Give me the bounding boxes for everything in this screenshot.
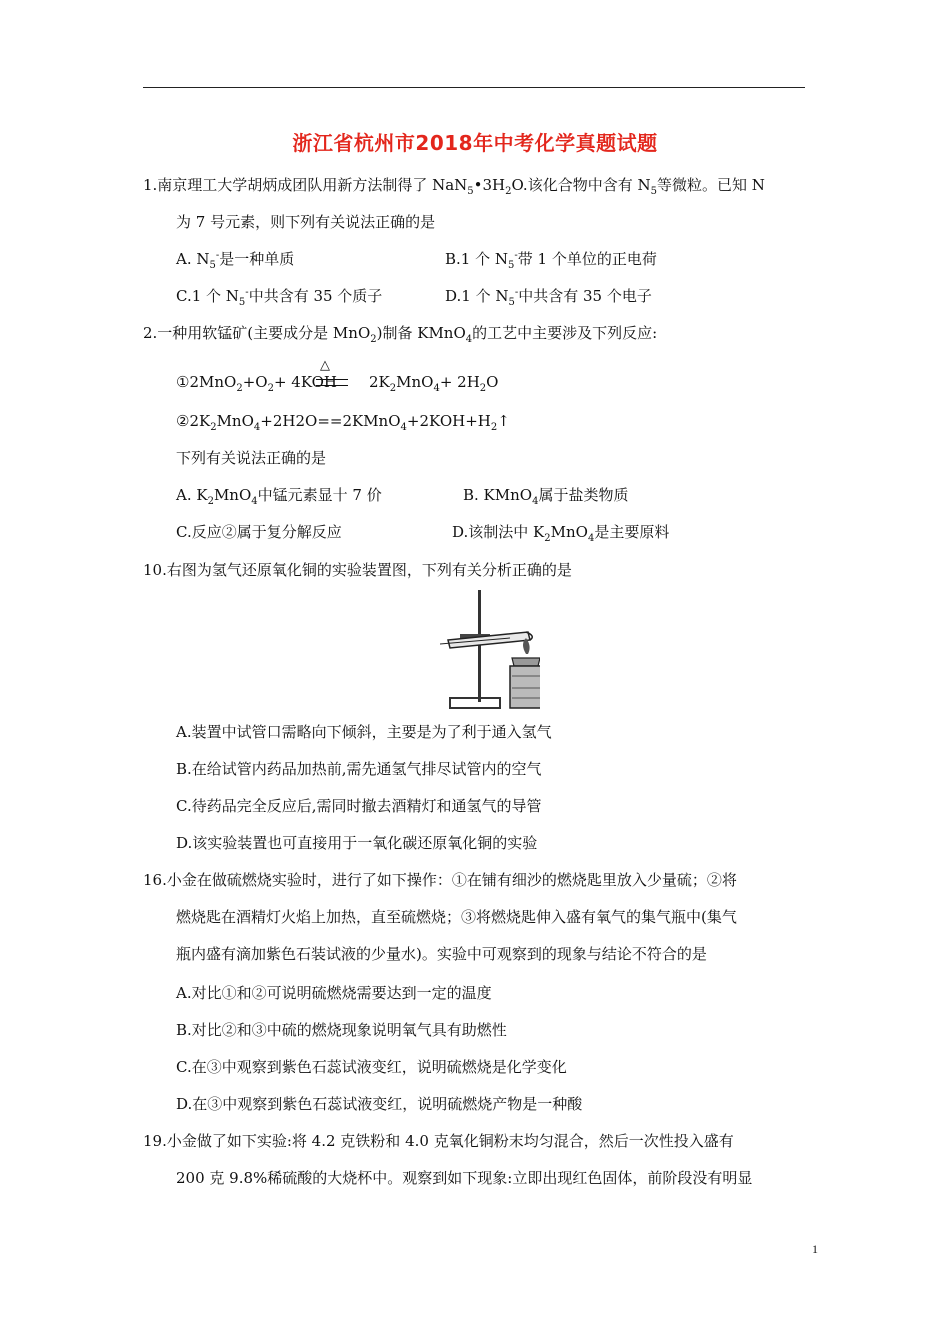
q19-stem-line1: 19.小金做了如下实验:将 4.2 克铁粉和 4.0 克氧化铜粉末均匀混合，然后一次性投入盛有 xyxy=(143,1132,734,1150)
q16-stem-line3: 瓶内盛有滴加紫色石装试液的少量水)。实验中可观察到的现象与结论不符合的是 xyxy=(176,945,707,963)
page-title: 浙江省杭州市2018年中考化学真题试题 xyxy=(292,131,658,155)
q2-reaction-1: $①2MnO_2+O_2+ 4KOH$ $2K_2MnO_4+ 2H_2O$ xyxy=(176,373,499,394)
q1-option-a: A. $N_5^-$是一种单质 xyxy=(176,250,295,271)
q16-stem-line2: 燃烧匙在酒精灯火焰上加热，直至硫燃烧；③将燃烧匙伸入盛有氧气的集气瓶中(集气 xyxy=(176,908,737,926)
page-number: 1 xyxy=(812,1242,818,1256)
q2-reaction-2: $②2K_2MnO_4+2H2O==2KMnO_4+2KOH+H_2↑$ xyxy=(176,412,510,433)
q10-option-a: A.装置中试管口需略向下倾斜，主要是为了利于通入氢气 xyxy=(176,723,552,741)
q19-stem-line2: 200 克 9.8%稀硫酸的大烧杯中。观察到如下现象:立即出现红色固体，前阶段没有明显 xyxy=(176,1169,753,1187)
q10-stem: 10.右图为氢气还原氧化铜的实验装置图，下列有关分析正确的是 xyxy=(143,561,572,579)
q16-option-c: C.在③中观察到紫色石蕊试液变红，说明硫燃烧是化学变化 xyxy=(176,1058,567,1076)
q2-option-c: C.反应②属于复分解反应 xyxy=(176,523,342,541)
q16-option-a: A.对比①和②可说明硫燃烧需要达到一定的温度 xyxy=(176,984,492,1002)
q2-option-a: A. $K_2MnO_4$中锰元素显十 7 价 xyxy=(176,486,382,507)
q2-option-b: B. KMnO$_4$属于盐类物质 xyxy=(463,486,629,507)
q16-option-d: D.在③中观察到紫色石蕊试液变红，说明硫燃烧产物是一种酸 xyxy=(176,1095,583,1113)
hydrogen-reduction-apparatus-figure xyxy=(440,588,540,712)
q1-stem-line2: 为 7 号元素，则下列有关说法正确的是 xyxy=(176,213,436,231)
q1-option-c: C.1 个 $N_5^-$中共含有 35 个质子 xyxy=(176,287,383,308)
q2-stem: 2.一种用软锰矿(主要成分是 MnO$_2$)制备 KMnO$_4$的工艺中主要涉及下列反应: xyxy=(143,324,658,345)
q10-option-c: C.待药品完全反应后,需同时撤去酒精灯和通氢气的导管 xyxy=(176,797,542,815)
q10-option-d: D.该实验装置也可直接用于一氧化碳还原氧化铜的实验 xyxy=(176,834,538,852)
q10-option-b: B.在给试管内药品加热前,需先通氢气排尽试管内的空气 xyxy=(176,760,542,778)
header-rule xyxy=(143,87,805,88)
heat-symbol: △ xyxy=(320,358,330,373)
q1-option-b: B.1 个 $N_5^-$带 1 个单位的正电荷 xyxy=(445,250,657,271)
q2-prompt: 下列有关说法正确的是 xyxy=(176,449,327,467)
q16-stem-line1: 16.小金在做硫燃烧实验时，进行了如下操作：①在铺有细沙的燃烧匙里放入少量硫；②将 xyxy=(143,871,737,889)
q1-option-d: D.1 个 $N_5^-$中共含有 35 个电子 xyxy=(445,287,652,308)
q2-option-d: D.该制法中 $K_2MnO_4$是主要原料 xyxy=(452,523,670,544)
q1-stem-line1: 1.南京理工大学胡炳成团队用新方法制得了 $NaN_5•3H_2O$.该化合物中含有 $N_5$等微粒。已知 N xyxy=(143,176,765,197)
q16-option-b: B.对比②和③中硫的燃烧现象说明氧气具有助燃性 xyxy=(176,1021,507,1039)
